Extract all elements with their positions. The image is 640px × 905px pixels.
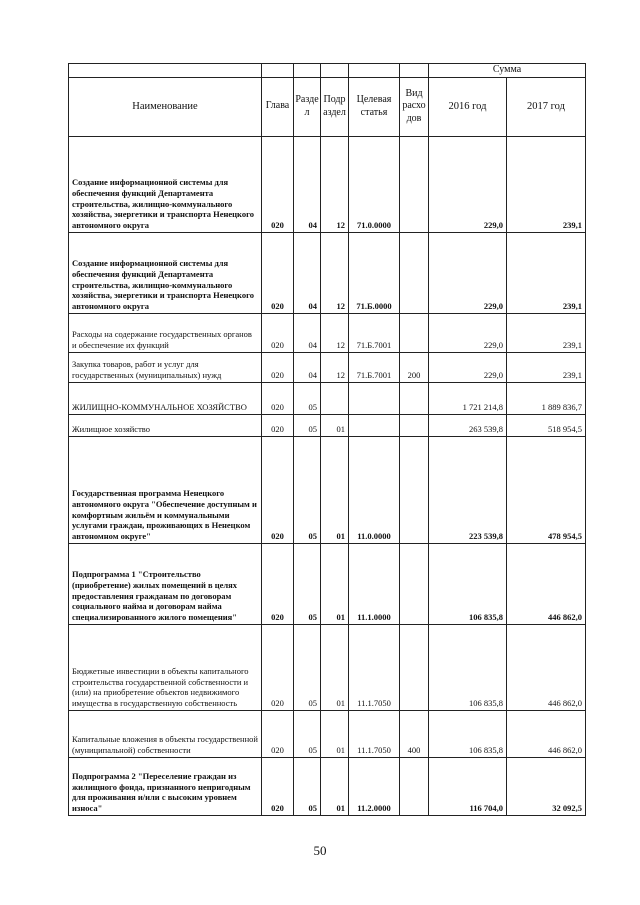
- row-target: [349, 414, 400, 436]
- column-header-target: Целевая статья: [349, 77, 400, 136]
- row-target: 71.Б.0000: [349, 232, 400, 313]
- row-name: Создание информационной системы для обеспечения функций Департамента строительства, жилищно-коммунального хозяйства, энергетики и транспорта Ненецкого автономного округа: [69, 136, 262, 232]
- table-header-row: [69, 77, 586, 136]
- table-row: [69, 313, 586, 352]
- table-row: [69, 232, 586, 313]
- row-value-2017: 239,1: [507, 352, 586, 382]
- row-expense-type: [400, 382, 429, 414]
- row-chapter: 020: [262, 624, 294, 710]
- row-target: 11.1.0000: [349, 543, 400, 624]
- row-subsection: 12: [321, 352, 349, 382]
- row-value-2016: 229,0: [429, 352, 507, 382]
- row-target: 71.Б.7001: [349, 352, 400, 382]
- row-value-2017: 1 889 836,7: [507, 382, 586, 414]
- row-value-2017: 239,1: [507, 232, 586, 313]
- row-expense-type: 400: [400, 710, 429, 757]
- top-empty-cell: [262, 64, 294, 78]
- row-chapter: 020: [262, 136, 294, 232]
- row-section: 04: [294, 313, 321, 352]
- page-number: 50: [313, 843, 327, 858]
- row-section: 05: [294, 414, 321, 436]
- row-value-2016: 106 835,8: [429, 710, 507, 757]
- row-section: 05: [294, 543, 321, 624]
- row-chapter: 020: [262, 414, 294, 436]
- row-chapter: 020: [262, 757, 294, 815]
- table-row: [69, 710, 586, 757]
- column-header-2016: 2016 год: [429, 77, 507, 136]
- row-value-2017: 518 954,5: [507, 414, 586, 436]
- row-section: 05: [294, 710, 321, 757]
- row-section: 05: [294, 382, 321, 414]
- row-name: Капитальные вложения в объекты государственной (муниципальной) собственности: [69, 710, 262, 757]
- row-expense-type: 200: [400, 352, 429, 382]
- row-value-2017: 239,1: [507, 313, 586, 352]
- row-target: 71.0.0000: [349, 136, 400, 232]
- row-subsection: 01: [321, 414, 349, 436]
- row-value-2017: 239,1: [507, 136, 586, 232]
- row-name: Бюджетные инвестиции в объекты капитального строительства государственной собственности и (или) на приобретение объектов недвижимого имущества в государственную собственность: [69, 624, 262, 710]
- row-value-2016: 116 704,0: [429, 757, 507, 815]
- row-value-2016: 229,0: [429, 232, 507, 313]
- column-header-section: Разде л: [294, 77, 321, 136]
- row-target: [349, 382, 400, 414]
- column-header-expense-type: Вид расхо дов: [400, 77, 429, 136]
- row-name: ЖИЛИЩНО-КОММУНАЛЬНОЕ ХОЗЯЙСТВО: [69, 382, 262, 414]
- row-expense-type: [400, 232, 429, 313]
- row-target: 11.2.0000: [349, 757, 400, 815]
- row-chapter: 020: [262, 436, 294, 543]
- sum-header: Сумма: [429, 64, 586, 78]
- row-chapter: 020: [262, 313, 294, 352]
- row-value-2016: 106 835,8: [429, 624, 507, 710]
- row-section: 04: [294, 352, 321, 382]
- row-value-2017: 446 862,0: [507, 710, 586, 757]
- row-name: Подпрограмма 2 "Переселение граждан из жилищного фонда, признанного непригодным для проживания и/или с высоким уровнем износа": [69, 757, 262, 815]
- row-chapter: 020: [262, 232, 294, 313]
- row-subsection: 01: [321, 436, 349, 543]
- row-expense-type: [400, 313, 429, 352]
- column-header-chapter: Глава: [262, 77, 294, 136]
- row-chapter: 020: [262, 710, 294, 757]
- row-name: Создание информационной системы для обеспечения функций Департамента строительства, жилищно-коммунального хозяйства, энергетики и транспорта Ненецкого автономного округа: [69, 232, 262, 313]
- top-empty-cell: [349, 64, 400, 78]
- row-name: Закупка товаров, работ и услуг для государственных (муниципальных) нужд: [69, 352, 262, 382]
- row-subsection: [321, 382, 349, 414]
- row-subsection: 01: [321, 543, 349, 624]
- row-value-2016: 229,0: [429, 136, 507, 232]
- row-value-2016: 223 539,8: [429, 436, 507, 543]
- row-chapter: 020: [262, 543, 294, 624]
- top-empty-cell: [294, 64, 321, 78]
- row-expense-type: [400, 543, 429, 624]
- row-chapter: 020: [262, 352, 294, 382]
- row-value-2017: 32 092,5: [507, 757, 586, 815]
- table-row: [69, 543, 586, 624]
- row-name: Жилищное хозяйство: [69, 414, 262, 436]
- row-value-2017: 446 862,0: [507, 624, 586, 710]
- row-subsection: 01: [321, 624, 349, 710]
- row-value-2016: 1 721 214,8: [429, 382, 507, 414]
- row-section: 04: [294, 232, 321, 313]
- row-value-2016: 106 835,8: [429, 543, 507, 624]
- budget-table: [68, 63, 586, 816]
- row-chapter: 020: [262, 382, 294, 414]
- row-target: 11.0.0000: [349, 436, 400, 543]
- row-value-2017: 446 862,0: [507, 543, 586, 624]
- table-row: [69, 414, 586, 436]
- table-row: [69, 352, 586, 382]
- row-target: 11.1.7050: [349, 710, 400, 757]
- row-section: 05: [294, 624, 321, 710]
- table-row: [69, 382, 586, 414]
- row-target: 71.Б.7001: [349, 313, 400, 352]
- top-empty-cell: [400, 64, 429, 78]
- row-name: Государственная программа Ненецкого автономного округа "Обеспечение доступным и комфортным жильём и коммунальными услугами граждан, проживающих в Ненецком автономном округе": [69, 436, 262, 543]
- row-value-2016: 229,0: [429, 313, 507, 352]
- row-expense-type: [400, 136, 429, 232]
- table-top-row: [69, 64, 586, 78]
- table-row: [69, 757, 586, 815]
- row-expense-type: [400, 757, 429, 815]
- row-subsection: 12: [321, 313, 349, 352]
- row-section: 05: [294, 757, 321, 815]
- row-value-2017: 478 954,5: [507, 436, 586, 543]
- row-expense-type: [400, 624, 429, 710]
- table-row: [69, 136, 586, 232]
- column-header-name: Наименование: [69, 77, 262, 136]
- row-section: 04: [294, 136, 321, 232]
- row-expense-type: [400, 436, 429, 543]
- row-subsection: 12: [321, 232, 349, 313]
- row-expense-type: [400, 414, 429, 436]
- top-empty-cell: [69, 64, 262, 78]
- top-empty-cell: [321, 64, 349, 78]
- row-name: Расходы на содержание государственных органов и обеспечение их функций: [69, 313, 262, 352]
- column-header-subsection: Подр аздел: [321, 77, 349, 136]
- row-subsection: 01: [321, 757, 349, 815]
- row-target: 11.1.7050: [349, 624, 400, 710]
- row-subsection: 12: [321, 136, 349, 232]
- row-name: Подпрограмма 1 "Строительство (приобретение) жилых помещений в целях предоставления гражданам по договорам социального найма и договорам найма специализированного жилого помещения": [69, 543, 262, 624]
- table-row: [69, 624, 586, 710]
- row-subsection: 01: [321, 710, 349, 757]
- table-row: [69, 436, 586, 543]
- row-section: 05: [294, 436, 321, 543]
- column-header-2017: 2017 год: [507, 77, 586, 136]
- row-value-2016: 263 539,8: [429, 414, 507, 436]
